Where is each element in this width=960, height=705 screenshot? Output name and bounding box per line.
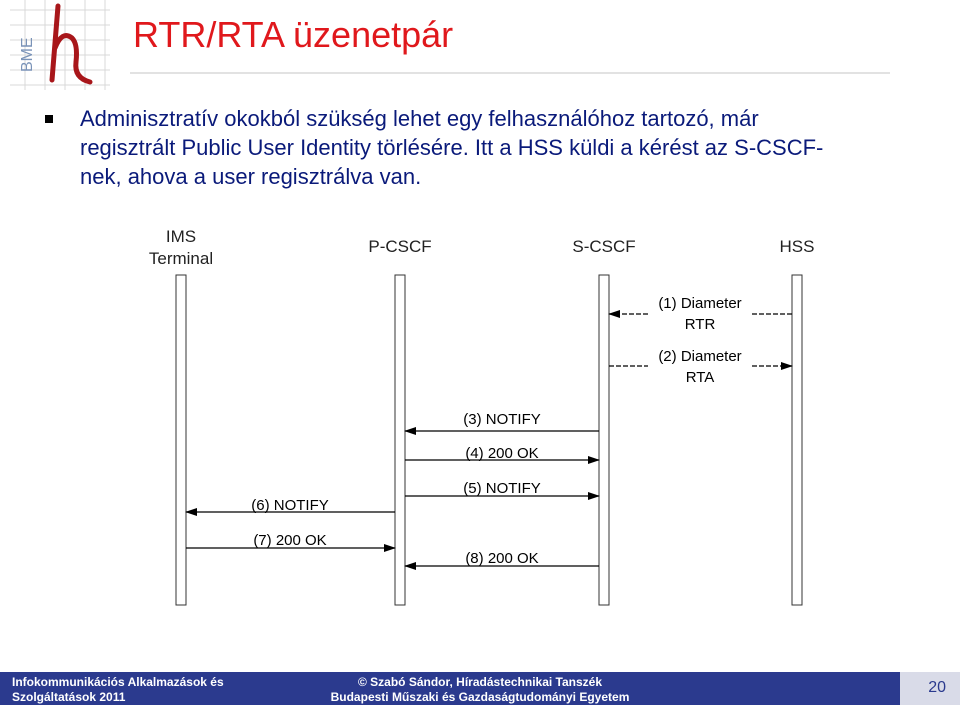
entity-label-pcscf: P-CSCF bbox=[368, 237, 432, 256]
message-2 bbox=[609, 348, 792, 386]
footer-course-line1: Infokommunikációs Alkalmazások és bbox=[12, 675, 224, 689]
bullet-line-1: Adminisztratív okokból szükség lehet egy felhasználóhoz tartozó, már bbox=[80, 106, 759, 131]
message-label-2: (2) Diameter bbox=[658, 348, 742, 365]
message-1 bbox=[609, 295, 792, 333]
sequence-diagram bbox=[120, 215, 840, 615]
message-6 bbox=[186, 497, 395, 514]
entity-label-scscf: S-CSCF bbox=[572, 237, 636, 256]
message-label-4: (4) 200 OK bbox=[465, 445, 539, 462]
message-label-1: (1) Diameter bbox=[658, 295, 742, 312]
entity-label-hss: HSS bbox=[779, 237, 815, 256]
footer-course-line2: Szolgáltatások 2011 bbox=[12, 690, 126, 704]
message-label-7: (7) 200 OK bbox=[253, 532, 327, 549]
message-5 bbox=[405, 480, 599, 497]
lifeline-scscf bbox=[599, 275, 609, 605]
slide-title: RTR/RTA üzenetpár bbox=[133, 14, 454, 55]
message-label-2b: RTA bbox=[685, 369, 715, 386]
footer-author bbox=[330, 675, 630, 705]
bme-logo bbox=[0, 0, 120, 90]
entity-label-ims-line2: Terminal bbox=[148, 249, 214, 268]
bullet-line-2: regisztrált Public User Identity törlésére. Itt a HSS küldi a kérést az S-CSCF- bbox=[80, 135, 824, 160]
message-label-1b: RTR bbox=[684, 316, 716, 333]
bullet-icon bbox=[45, 115, 53, 123]
message-label-6: (6) NOTIFY bbox=[251, 497, 329, 514]
page-number: 20 bbox=[928, 679, 946, 696]
message-label-8: (8) 200 OK bbox=[465, 550, 539, 567]
logo-text: BME bbox=[19, 37, 36, 72]
message-label-3: (3) NOTIFY bbox=[463, 411, 541, 428]
footer-course bbox=[12, 675, 224, 705]
entity-label-ims-line1: IMS bbox=[165, 227, 197, 246]
bullet-text bbox=[80, 104, 910, 191]
footer-author-line2: Budapesti Műszaki és Gazdaságtudományi Egyetem bbox=[330, 690, 630, 704]
lifeline-pcscf bbox=[395, 275, 405, 605]
message-3 bbox=[405, 411, 599, 431]
footer-bar bbox=[0, 672, 960, 705]
page-number-box bbox=[900, 672, 960, 705]
bullet-line-3: nek, ahova a user regisztrálva van. bbox=[80, 164, 422, 189]
lifeline-hss bbox=[792, 275, 802, 605]
title-divider bbox=[130, 72, 890, 74]
message-7 bbox=[186, 532, 395, 549]
lifeline-ims-terminal bbox=[176, 275, 186, 605]
footer-author-line1: © Szabó Sándor, Híradástechnikai Tanszék bbox=[357, 675, 603, 689]
message-4 bbox=[405, 445, 599, 462]
message-label-5: (5) NOTIFY bbox=[463, 480, 541, 497]
message-8 bbox=[405, 550, 599, 567]
